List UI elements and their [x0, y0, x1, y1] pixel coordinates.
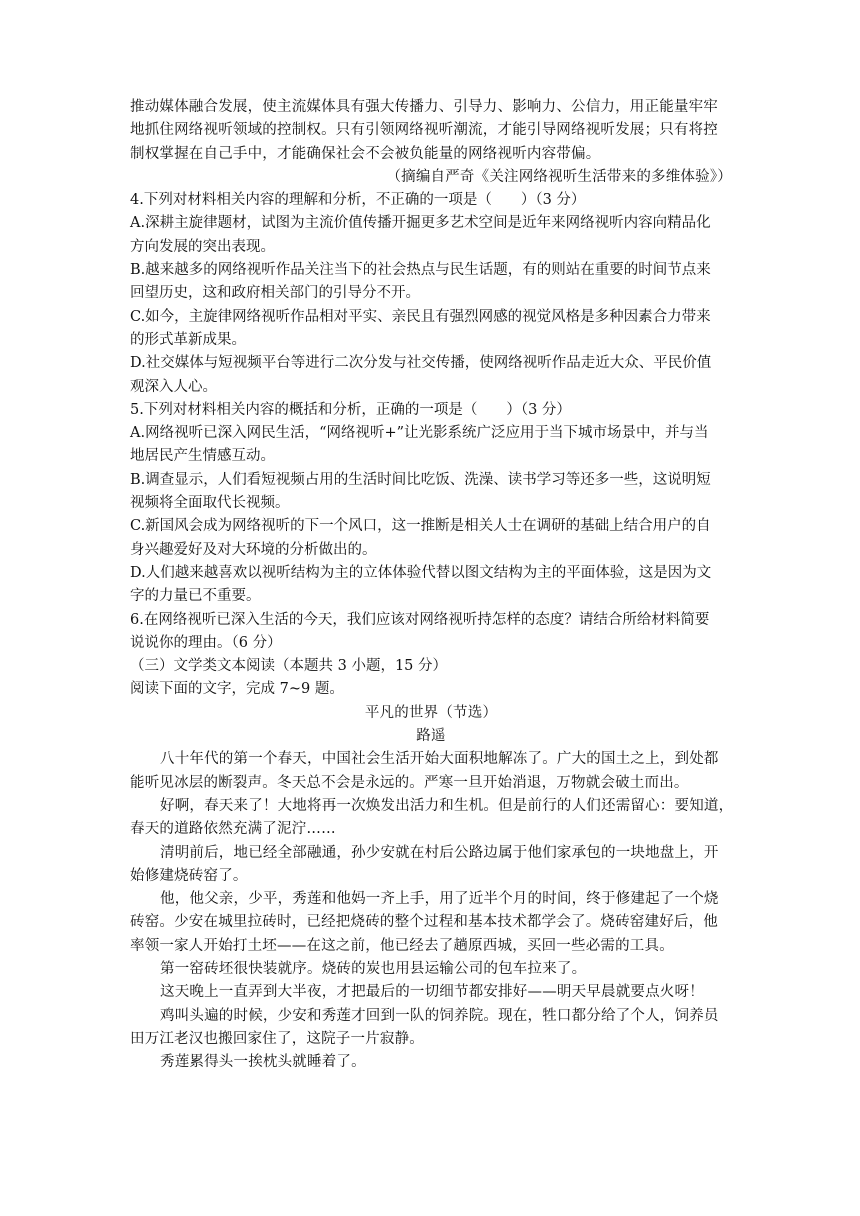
option-a-cont: 方向发展的突出表现。 — [130, 238, 275, 255]
paragraph-line: 这天晚上一直弄到大半夜，才把最后的一切细节都安排好——明天早晨就要点火呀！ — [160, 984, 704, 1001]
question-6 — [130, 609, 732, 656]
option-a-cont: 地居民产生情感互动。 — [130, 448, 275, 465]
option-d-cont: 观深入人心。 — [130, 378, 217, 395]
paragraph-line: 第一窑砖坯很快装就序。烧砖的炭也用县运输公司的包车拉来了。 — [160, 960, 587, 977]
option-c-cont: 身兴趣爱好及对大环境的分析做出的。 — [130, 541, 377, 558]
paragraph-line: 好啊，春天来了！大地将再一次焕发出活力和生机。但是前行的人们还需留心：要知道， — [160, 797, 734, 814]
option-c: C.如今，主旋律网络视听作品相对平实、亲民且有强烈网感的视觉风格是多种因素合力带来 — [130, 308, 711, 325]
paragraph-line: 八十年代的第一个春天，中国社会生活开始大面积地解冻了。广大的国土之上，到处都 — [160, 751, 719, 768]
material-tail — [130, 96, 732, 189]
option-b-cont: 视频将全面取代长视频。 — [130, 495, 290, 512]
passage-author: 路遥 — [416, 728, 446, 745]
paragraph-line: 砖窑。少安在城里拉砖时，已经把烧砖的整个过程和基本技术都学会了。烧砖窑建好后，他 — [130, 914, 718, 931]
paragraph-line: 春天的道路依然充满了泥泞…… — [130, 821, 336, 838]
paragraph-line: 率领一家人开始打土坯——在这之前，他已经去了趟原西城，买回一些必需的工具。 — [130, 937, 674, 954]
question-4 — [130, 189, 732, 399]
material-line: 制权掌握在自己手中，才能确保社会不会被负能量的网络视听内容带偏。 — [130, 145, 601, 162]
question-5 — [130, 399, 732, 609]
option-b: B.调查显示，人们看短视频占用的生活时间比吃饭、洗澡、读书学习等还多一些，这说明短 — [130, 471, 711, 488]
paragraph-line: 他，他父亲，少平，秀莲和他妈一齐上手，用了近半个月的时间，终于修建起了一个烧 — [160, 891, 719, 908]
section-instruction: 阅读下面的文字，完成 7~9 题。 — [130, 681, 344, 698]
section-heading: （三）文学类文本阅读（本题共 3 小题，15 分） — [130, 658, 448, 675]
option-c-cont: 的形式革新成果。 — [130, 331, 246, 348]
question-stem: 5.下列对材料相关内容的概括和分析，正确的一项是（ ）（3 分） — [130, 401, 571, 418]
paragraph-line: 始修建烧砖窑了。 — [130, 867, 248, 884]
material-line: 推动媒体融合发展，使主流媒体具有强大传播力、引导力、影响力、公信力，用正能量牢牢 — [130, 99, 718, 115]
option-b-cont: 回望历史，这和政府相关部门的引导分不开。 — [130, 285, 420, 302]
question-stem-cont: 说说你的理由。（6 分） — [130, 634, 282, 651]
option-c: C.新国风会成为网络视听的下一个风口，这一推断是相关人士在调研的基础上结合用户的自 — [130, 518, 711, 535]
paragraph-line: 清明前后，地已经全部融通，孙少安就在村后公路边属于他们家承包的一块地盘上，开 — [160, 844, 719, 861]
option-a: A.网络视听已深入网民生活，“网络视听+”让光影系统广泛应用于当下城市场景中，并与当 — [130, 425, 709, 442]
exam-page — [130, 96, 732, 1074]
passage-body — [130, 748, 732, 1074]
option-a: A.深耕主旋律题材，试图为主流价值传播开掘更多艺术空间是近年来网络视听内容向精品化 — [130, 215, 711, 232]
paragraph-line: 能听见冰层的断裂声。冬天总不会是永远的。严寒一旦开始消退，万物就会破土而出。 — [130, 774, 689, 791]
material-line: 地抓住网络视听领域的控制权。只有引领网络视听潮流，才能引导网络视听发展；只有将控 — [130, 122, 718, 139]
question-stem: 4.下列对材料相关内容的理解和分析，不正确的一项是（ ）（3 分） — [130, 192, 586, 209]
option-d: D.社交媒体与短视频平台等进行二次分发与社交传播，使网络视听作品走近大众、平民价值 — [130, 355, 712, 372]
paragraph-line: 鸡叫头遍的时候，少安和秀莲才回到一队的饲养院。现在，牲口都分给了个人，饲养员 — [160, 1007, 719, 1024]
option-d: D.人们越来越喜欢以视听结构为主的立体体验代替以图文结构为主的平面体验，这是因为文 — [130, 564, 712, 581]
paragraph-line: 田万江老汉也搬回家住了，这院子一片寂静。 — [130, 1030, 424, 1047]
question-stem: 6.在网络视听已深入生活的今天，我们应该对网络视听持怎样的态度？请结合所给材料简要 — [130, 611, 710, 628]
option-d-cont: 字的力量已不重要。 — [130, 588, 261, 605]
section-3 — [130, 655, 732, 748]
paragraph-line: 秀莲累得头一挨枕头就睡着了。 — [160, 1054, 366, 1071]
passage-title: 平凡的世界（节选） — [364, 704, 498, 721]
option-b: B.越来越多的网络视听作品关注当下的社会热点与民生话题，有的则站在重要的时间节点来 — [130, 262, 711, 279]
material-source: （摘编自严奇《关注网络视听生活带来的多维体验》） — [386, 168, 732, 185]
